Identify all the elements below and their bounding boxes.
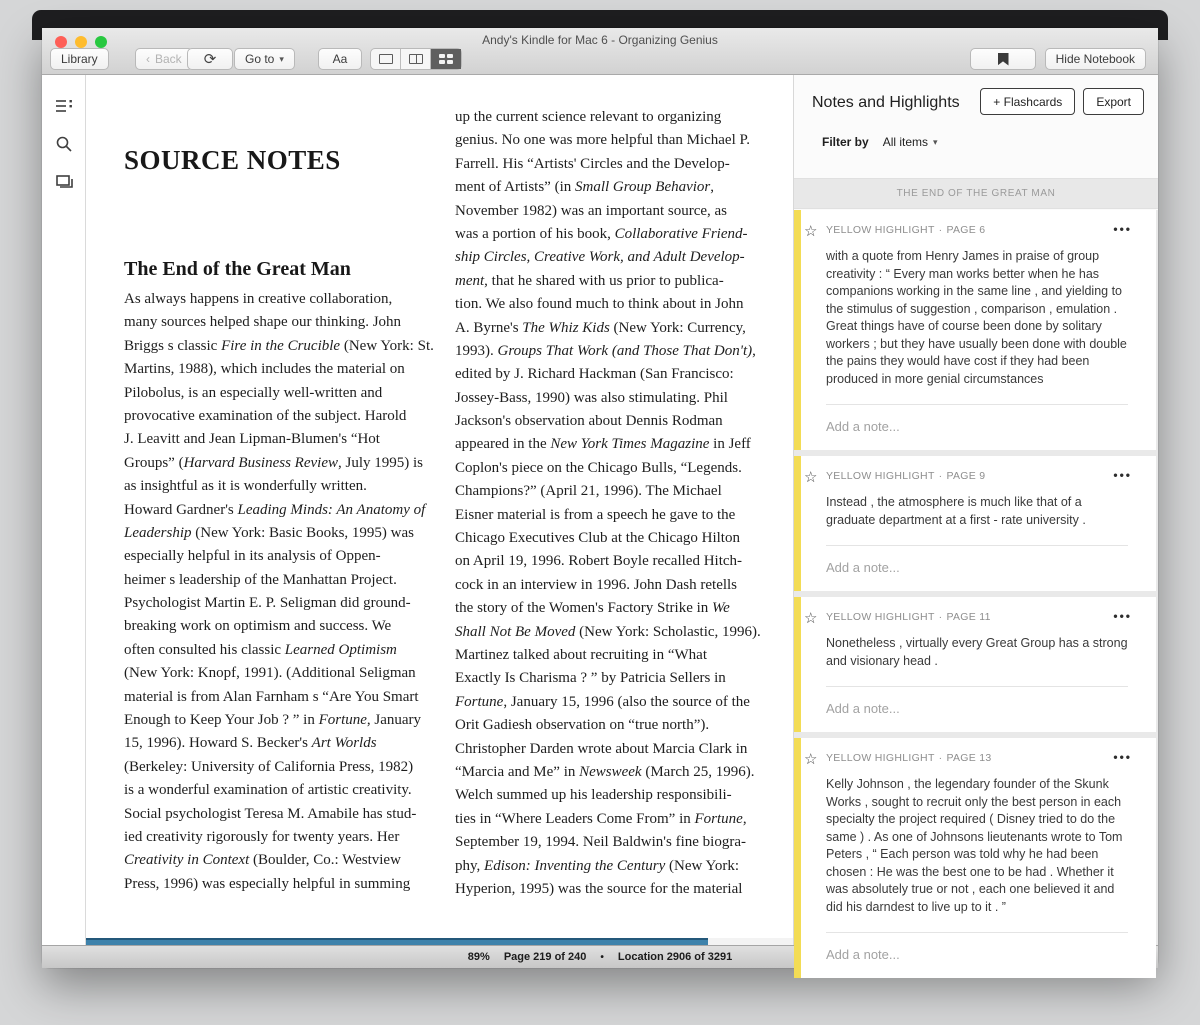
book-text-line: September 19, 1994. Neil Baldwin's fine biogra- [455, 834, 746, 851]
book-text-line: often consulted his classic Learned Optimism [124, 641, 397, 658]
book-text-line: breaking work on optimism and success. We [124, 618, 392, 635]
book-text-line: 1993). Groups That Work (and Those That Don't), [455, 342, 756, 359]
notebook-title: Notes and Highlights [812, 94, 960, 111]
continuous-view-icon [439, 54, 453, 65]
book-text-line: Martins, 1988), which includes the material on [124, 361, 405, 378]
book-text-line: Psychologist Martin E. P. Seligman did ground- [124, 595, 411, 612]
book-text-line: cock in an interview in 1996. John Dash retells [455, 576, 738, 593]
toc-button[interactable] [42, 87, 86, 125]
star-icon[interactable]: ☆ [804, 610, 818, 627]
chapter-heading: SOURCE NOTES [124, 145, 341, 175]
book-text-line: Social psychologist Teresa M. Amabile has stud- [124, 805, 417, 822]
highlight-page-label: PAGE 6 [946, 224, 986, 236]
card-menu-icon[interactable]: ••• [1113, 468, 1132, 482]
book-text-line: ties in “Where Leaders Come From” in Fortune, [455, 810, 747, 827]
flashcards-button[interactable]: + Flashcards [980, 88, 1075, 115]
library-button[interactable]: Library [50, 48, 109, 70]
book-text-line: tion. We also found much to think about in John [455, 296, 744, 313]
two-column-view-button[interactable] [401, 49, 431, 69]
book-text-line: (New York: Knopf, 1991). (Additional Seligman [124, 665, 416, 682]
book-text-line: the story of the Women's Factory Strike in We [455, 600, 730, 617]
book-text-line: Farrell. His “Artists' Circles and the Develop- [455, 155, 730, 172]
book-text-line: is a wonderful examination of artistic creativity. [124, 782, 412, 799]
book-text-line: Creativity in Context (Boulder, Co.: Westview [124, 852, 401, 869]
highlight-card-header [826, 224, 1128, 236]
highlight-text[interactable]: Nonetheless , virtually every Great Group has a strong and visionary head . [826, 636, 1128, 668]
book-text-line: Jackson's observation about Dennis Rodman [455, 413, 723, 430]
book-text-line: heimer s leadership of the Manhattan Project. [124, 571, 397, 588]
titlebar [42, 28, 1158, 75]
book-text-line: Martinez talked about recruiting in “What [455, 646, 707, 663]
book-text-line: ment, that he shared with us prior to publica- [455, 272, 724, 289]
goto-button[interactable]: Go to ▾ [234, 48, 295, 70]
reading-progress-fill [86, 938, 708, 945]
add-note-field[interactable]: Add a note... [826, 932, 1128, 966]
hide-notebook-button[interactable]: Hide Notebook [1045, 48, 1146, 70]
book-text-line: especially helpful in its analysis of Oppen- [124, 548, 381, 565]
book-text-line: Champions?” (April 21, 1996). The Michael [455, 483, 722, 500]
filter-dropdown[interactable]: All items ▾ [882, 135, 938, 149]
search-icon [56, 136, 72, 152]
reading-area [86, 75, 793, 938]
star-icon[interactable]: ☆ [804, 469, 818, 486]
book-text-line: Groups” (Harvard Business Review, July 1995) is [124, 454, 424, 471]
highlight-page-label: PAGE 13 [946, 752, 992, 764]
bookmark-button[interactable] [970, 48, 1036, 70]
book-text-line: Exactly Is Charisma ? ” by Patricia Sellers in [455, 670, 726, 687]
book-column-1 [124, 258, 436, 896]
highlight-type-label: YELLOW HIGHLIGHT [826, 224, 935, 236]
book-text-line: appeared in the New York Times Magazine in Jeff [455, 436, 751, 453]
book-text-line: Leadership (New York: Basic Books, 1995) was [124, 524, 414, 541]
book-text-line: phy, Edison: Inventing the Century (New York: [455, 857, 740, 874]
filter-by-label: Filter by [822, 135, 869, 149]
book-text-line: genius. No one was more helpful than Michael P. [455, 132, 750, 149]
sync-button[interactable] [187, 48, 233, 70]
toc-icon [56, 99, 73, 113]
view-mode-segmented-control [370, 48, 462, 70]
book-text-line: As always happens in creative collaboration, [124, 291, 393, 307]
book-text-line: November 1982) was an important source, as [455, 202, 728, 219]
book-text-line: ied creativity rigorously for twenty years. Her [124, 828, 400, 845]
back-button[interactable]: ‹ Back [135, 48, 193, 70]
book-text-line: provocative examination of the subject. Harold [124, 407, 407, 424]
search-button[interactable] [42, 125, 86, 163]
card-menu-icon[interactable]: ••• [1113, 750, 1132, 764]
kindle-window [42, 28, 1158, 968]
highlight-card-header [826, 611, 1128, 623]
book-text-line: Jossey-Bass, 1990) was also stimulating. Phil [455, 389, 728, 406]
header-separator: · [938, 224, 943, 236]
highlight-text[interactable]: with a quote from Henry James in praise of group creativity : “ Every man works better when he has companions working in the same line , and yielding to the stimulus of suggestion , comparison , emulation . Great things have of course been done by solitary workers ; but they have usually been done with double the pains they would have cost if they had been produced in more genial circumstances [826, 249, 1127, 386]
section-heading: The End of the Great Man [124, 258, 351, 280]
single-page-view-button[interactable] [371, 49, 401, 69]
book-text-line: 15, 1996). Howard S. Becker's Art Worlds [124, 735, 377, 752]
book-text-line: Shall Not Be Moved (New York: Scholastic, 1996). [455, 623, 761, 640]
highlight-type-label: YELLOW HIGHLIGHT [826, 611, 935, 623]
header-separator: · [938, 470, 943, 482]
star-icon[interactable]: ☆ [804, 751, 818, 768]
add-note-field[interactable]: Add a note... [826, 545, 1128, 579]
book-text-line: Coplon's piece on the Chicago Bulls, “Legends. [455, 459, 742, 476]
add-note-field[interactable]: Add a note... [826, 686, 1128, 720]
book-text-line: on April 19, 1996. Robert Boyle recalled Hitch- [455, 553, 743, 570]
chevron-down-icon: ▾ [933, 136, 938, 147]
card-menu-icon[interactable]: ••• [1113, 609, 1132, 623]
book-text-line: as insightful as it is wonderfully written. [124, 478, 367, 495]
left-sidebar [42, 75, 86, 945]
highlight-type-label: YELLOW HIGHLIGHT [826, 470, 935, 482]
highlight-card [794, 456, 1156, 591]
book-text-line: Fortune, January 15, 1996 (also the source of the [455, 693, 750, 710]
bookmark-icon [998, 53, 1009, 66]
page-indicator: Page 219 of 240 [503, 951, 587, 963]
book-text-line: “Marcia and Me” in Newsweek (March 25, 1996). [455, 763, 755, 780]
highlight-card [794, 210, 1156, 450]
progress-percent: 89% [467, 951, 490, 963]
pages-button[interactable] [42, 163, 86, 201]
highlight-page-label: PAGE 11 [946, 611, 991, 623]
export-button[interactable]: Export [1083, 88, 1144, 115]
highlight-type-label: YELLOW HIGHLIGHT [826, 752, 935, 764]
book-text-line: Hyperion, 1995) was the source for the material [455, 880, 743, 897]
two-column-view-icon [409, 54, 423, 64]
status-separator: • [600, 951, 604, 963]
card-menu-icon[interactable]: ••• [1113, 222, 1132, 236]
add-note-field[interactable]: Add a note... [826, 404, 1128, 438]
notebook-panel [793, 75, 1158, 962]
refresh-icon: ⟳ [203, 51, 217, 68]
highlight-text[interactable]: Instead , the atmosphere is much like that of a graduate department at a first - rate university . [826, 495, 1086, 527]
book-text-line: Briggs s classic Fire in the Crucible (New York: St. [124, 337, 434, 354]
location-indicator: Location 2906 of 3291 [617, 951, 733, 963]
continuous-view-button[interactable] [431, 49, 461, 69]
book-text-line: Welch summed up his leadership responsibili- [455, 787, 732, 804]
book-text-line: many sources helped shape our thinking. John [124, 314, 402, 331]
chevron-down-icon: ▾ [279, 53, 284, 64]
header-separator: · [938, 752, 943, 764]
book-text-line: Enough to Keep Your Job ? ” in Fortune, January [124, 712, 422, 729]
back-chevron-icon: ‹ [146, 52, 150, 66]
highlight-card-header [826, 752, 1128, 764]
book-text-line: Pilobolus, is an especially well-written and [124, 384, 383, 401]
highlight-page-label: PAGE 9 [946, 470, 986, 482]
book-text-line: Chicago Executives Club at the Chicago Hilton [455, 530, 740, 547]
reading-progress-bar[interactable] [86, 938, 793, 945]
book-text-line: J. Leavitt and Jean Lipman-Blumen's “Hot [124, 431, 380, 448]
section-header: THE END OF THE GREAT MAN [794, 178, 1158, 209]
book-text-line: Christopher Darden wrote about Marcia Clark in [455, 740, 748, 757]
book-text-line: Howard Gardner's Leading Minds: An Anatomy of [124, 501, 426, 518]
book-text-line: ment of Artists” (in Small Group Behavior, [455, 179, 715, 196]
book-text-line: A. Byrne's The Whiz Kids (New York: Currency, [455, 319, 746, 336]
book-text-line: was a portion of his book, Collaborative Friend- [455, 225, 748, 242]
book-text-line: (Berkeley: University of California Press, 1982) [124, 758, 414, 775]
highlight-card [794, 738, 1156, 978]
book-text-line: material is from Alan Farnham s “Are You Smart [124, 688, 419, 705]
single-page-view-icon [379, 54, 393, 64]
book-text-line: edited by J. Richard Hackman (San Francisco: [455, 366, 734, 383]
book-text-line: up the current science relevant to organizing [455, 109, 722, 125]
font-settings-button[interactable]: Aa [318, 48, 362, 70]
pages-icon [56, 175, 73, 190]
book-column-2 [455, 106, 767, 901]
highlight-card [794, 597, 1156, 732]
header-separator: · [938, 611, 943, 623]
highlight-text[interactable]: Kelly Johnson , the legendary founder of the Skunk Works , sought to recruit only the best person in each specialty the project required ( Disney tried to do the same ) . As one of Johnsons lieutenants wrote to Tom Peters , “ Each person was told why he had been chosen : He was the best one to be had . Whether it was absolutely true or not , each one believed it and did his darndest to live up to it . ” [826, 777, 1123, 914]
highlights-list [794, 210, 1158, 962]
book-text-line: Orit Gadiesh observation on “true north”). [455, 717, 710, 734]
window-title: Andy's Kindle for Mac 6 - Organizing Genius [482, 33, 718, 47]
book-text-line: Press, 1996) was especially helpful in summing [124, 875, 411, 892]
star-icon[interactable]: ☆ [804, 223, 818, 240]
book-text-line: Eisner material is from a speech he gave to the [455, 506, 736, 523]
book-text-line: ship Circles, Creative Work, and Adult Develop- [455, 249, 745, 266]
highlight-card-header [826, 470, 1128, 482]
